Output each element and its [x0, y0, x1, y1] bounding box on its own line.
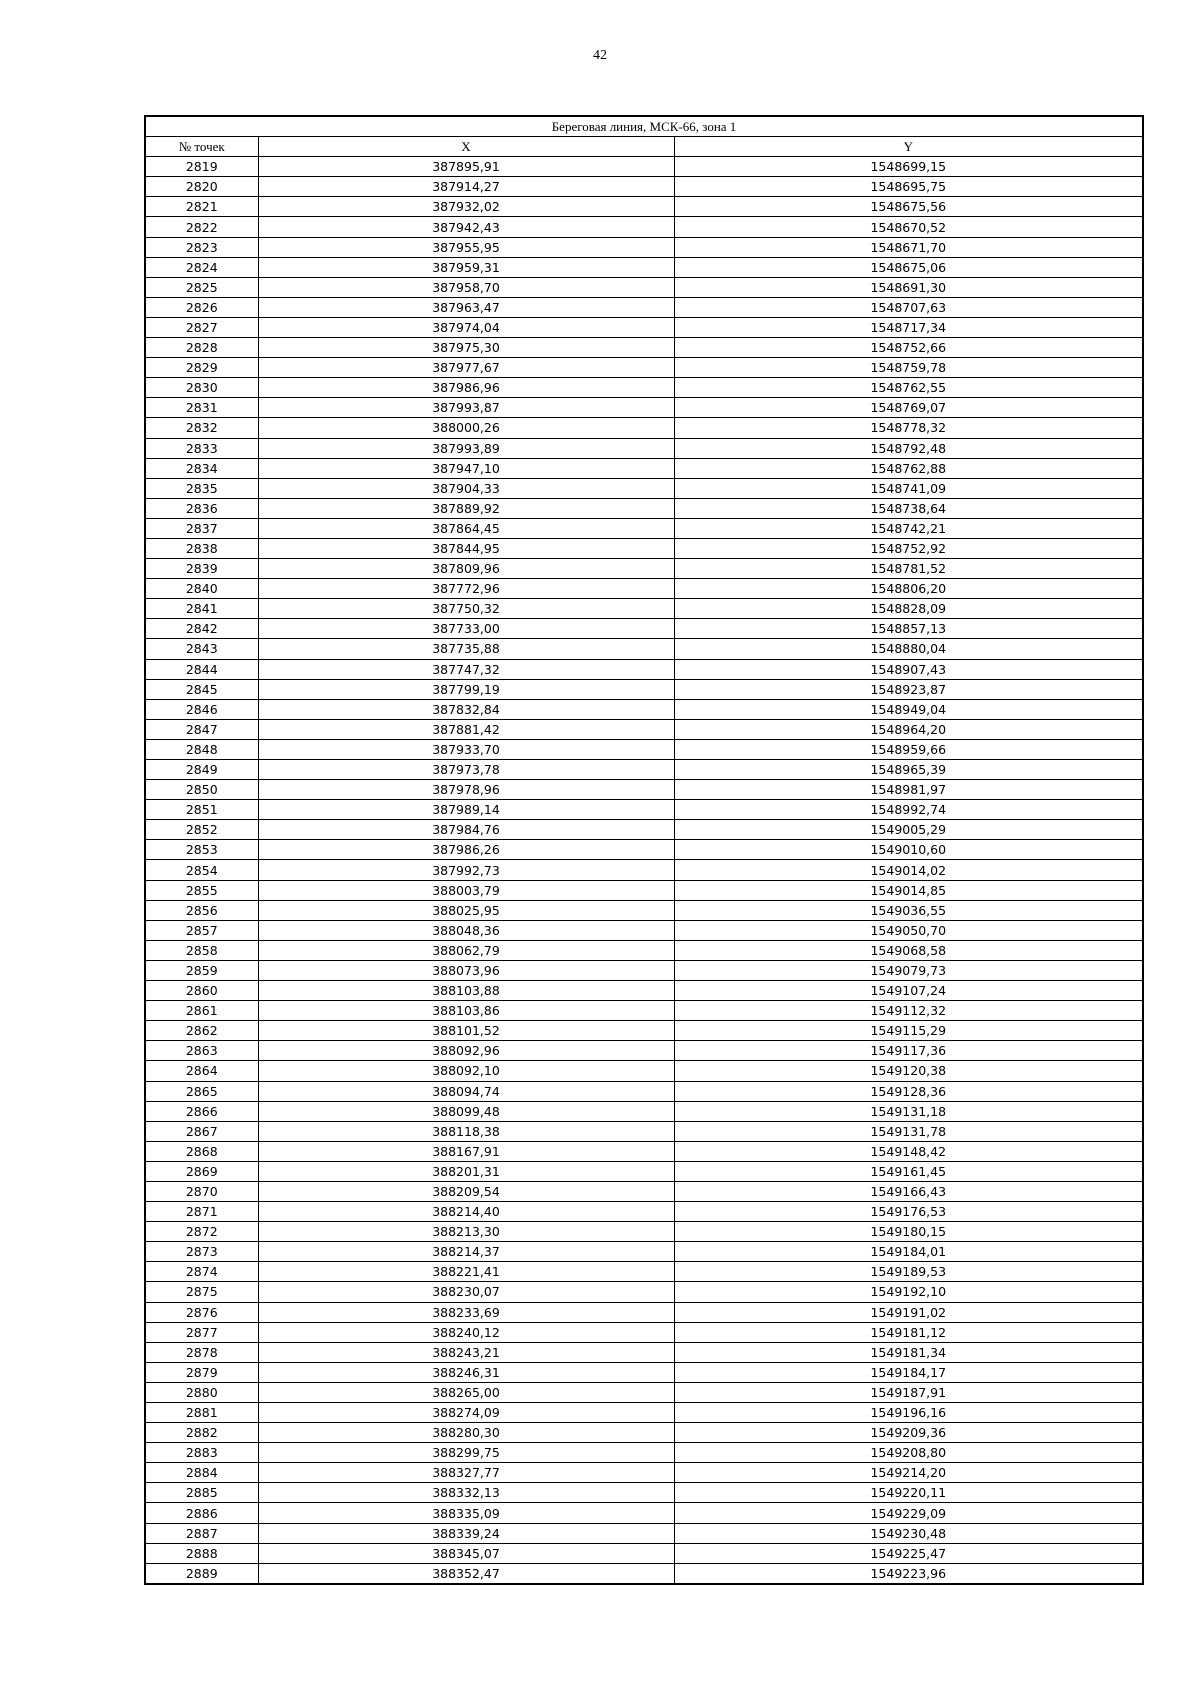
- point-number-cell: 2821: [145, 197, 258, 217]
- y-coordinate-cell: 1549191,02: [674, 1302, 1143, 1322]
- table-row: [145, 197, 1143, 217]
- x-coordinate-cell: 388213,30: [258, 1222, 674, 1242]
- table-row: [145, 378, 1143, 398]
- point-number-cell: 2859: [145, 960, 258, 980]
- table-row: [145, 960, 1143, 980]
- y-coordinate-cell: 1548907,43: [674, 659, 1143, 679]
- table-row: [145, 1282, 1143, 1302]
- table-row: [145, 780, 1143, 800]
- x-coordinate-cell: 388103,86: [258, 1001, 674, 1021]
- y-coordinate-cell: 1549161,45: [674, 1161, 1143, 1181]
- x-coordinate-cell: 387986,26: [258, 840, 674, 860]
- point-number-cell: 2854: [145, 860, 258, 880]
- point-number-cell: 2855: [145, 880, 258, 900]
- point-number-cell: 2834: [145, 458, 258, 478]
- x-coordinate-cell: 387735,88: [258, 639, 674, 659]
- x-coordinate-cell: 388062,79: [258, 940, 674, 960]
- point-number-cell: 2869: [145, 1161, 258, 1181]
- x-coordinate-cell: 387844,95: [258, 538, 674, 558]
- y-coordinate-cell: 1548691,30: [674, 277, 1143, 297]
- table-row: [145, 900, 1143, 920]
- y-coordinate-cell: 1548752,66: [674, 338, 1143, 358]
- y-coordinate-cell: 1548759,78: [674, 358, 1143, 378]
- x-coordinate-cell: 387986,96: [258, 378, 674, 398]
- table-row: [145, 1443, 1143, 1463]
- point-number-cell: 2842: [145, 619, 258, 639]
- table-row: [145, 1463, 1143, 1483]
- point-number-cell: 2844: [145, 659, 258, 679]
- header-y: Y: [674, 137, 1143, 157]
- x-coordinate-cell: 387799,19: [258, 679, 674, 699]
- y-coordinate-cell: 1549131,78: [674, 1121, 1143, 1141]
- x-coordinate-cell: 388201,31: [258, 1161, 674, 1181]
- point-number-cell: 2843: [145, 639, 258, 659]
- y-coordinate-cell: 1549223,96: [674, 1563, 1143, 1584]
- point-number-cell: 2886: [145, 1503, 258, 1523]
- y-coordinate-cell: 1548675,56: [674, 197, 1143, 217]
- table-row: [145, 237, 1143, 257]
- x-coordinate-cell: 388265,00: [258, 1382, 674, 1402]
- table-row: [145, 1021, 1143, 1041]
- table-row: [145, 1161, 1143, 1181]
- y-coordinate-cell: 1549229,09: [674, 1503, 1143, 1523]
- y-coordinate-cell: 1549176,53: [674, 1202, 1143, 1222]
- point-number-cell: 2876: [145, 1302, 258, 1322]
- x-coordinate-cell: 387973,78: [258, 760, 674, 780]
- table-row: [145, 1101, 1143, 1121]
- table-row: [145, 358, 1143, 378]
- x-coordinate-cell: 388233,69: [258, 1302, 674, 1322]
- y-coordinate-cell: 1549180,15: [674, 1222, 1143, 1242]
- point-number-cell: 2881: [145, 1403, 258, 1423]
- x-coordinate-cell: 388230,07: [258, 1282, 674, 1302]
- y-coordinate-cell: 1549131,18: [674, 1101, 1143, 1121]
- y-coordinate-cell: 1549036,55: [674, 900, 1143, 920]
- x-coordinate-cell: 388246,31: [258, 1362, 674, 1382]
- table-title: Береговая линия, МСК-66, зона 1: [145, 116, 1143, 137]
- x-coordinate-cell: 387750,32: [258, 599, 674, 619]
- table-row: [145, 860, 1143, 880]
- point-number-cell: 2833: [145, 438, 258, 458]
- table-row: [145, 679, 1143, 699]
- x-coordinate-cell: 387959,31: [258, 257, 674, 277]
- point-number-cell: 2848: [145, 739, 258, 759]
- x-coordinate-cell: 388339,24: [258, 1523, 674, 1543]
- point-number-cell: 2839: [145, 559, 258, 579]
- point-number-cell: 2832: [145, 418, 258, 438]
- point-number-cell: 2875: [145, 1282, 258, 1302]
- x-coordinate-cell: 387993,89: [258, 438, 674, 458]
- point-number-cell: 2874: [145, 1262, 258, 1282]
- point-number-cell: 2884: [145, 1463, 258, 1483]
- x-coordinate-cell: 388345,07: [258, 1543, 674, 1563]
- point-number-cell: 2825: [145, 277, 258, 297]
- x-coordinate-cell: 387989,14: [258, 800, 674, 820]
- x-coordinate-cell: 387889,92: [258, 498, 674, 518]
- x-coordinate-cell: 388274,09: [258, 1403, 674, 1423]
- point-number-cell: 2866: [145, 1101, 258, 1121]
- x-coordinate-cell: 387864,45: [258, 518, 674, 538]
- table-row: [145, 1121, 1143, 1141]
- x-coordinate-cell: 388101,52: [258, 1021, 674, 1041]
- table-row: [145, 1242, 1143, 1262]
- table-row: [145, 760, 1143, 780]
- table-row: [145, 1523, 1143, 1543]
- y-coordinate-cell: 1549230,48: [674, 1523, 1143, 1543]
- y-coordinate-cell: 1548699,15: [674, 157, 1143, 177]
- y-coordinate-cell: 1548695,75: [674, 177, 1143, 197]
- y-coordinate-cell: 1549107,24: [674, 981, 1143, 1001]
- x-coordinate-cell: 387933,70: [258, 739, 674, 759]
- x-coordinate-cell: 387974,04: [258, 317, 674, 337]
- table-row: [145, 1503, 1143, 1523]
- y-coordinate-cell: 1549184,01: [674, 1242, 1143, 1262]
- x-coordinate-cell: 387977,67: [258, 358, 674, 378]
- x-coordinate-cell: 388118,38: [258, 1121, 674, 1141]
- table-row: [145, 1403, 1143, 1423]
- y-coordinate-cell: 1548880,04: [674, 639, 1143, 659]
- table-header-row: [145, 137, 1143, 157]
- table-row: [145, 1081, 1143, 1101]
- y-coordinate-cell: 1549005,29: [674, 820, 1143, 840]
- x-coordinate-cell: 388048,36: [258, 920, 674, 940]
- y-coordinate-cell: 1548806,20: [674, 579, 1143, 599]
- table-row: [145, 1061, 1143, 1081]
- table-row: [145, 940, 1143, 960]
- y-coordinate-cell: 1549014,85: [674, 880, 1143, 900]
- y-coordinate-cell: 1549209,36: [674, 1423, 1143, 1443]
- point-number-cell: 2880: [145, 1382, 258, 1402]
- y-coordinate-cell: 1548717,34: [674, 317, 1143, 337]
- table-row: [145, 1543, 1143, 1563]
- y-coordinate-cell: 1548949,04: [674, 699, 1143, 719]
- table-row: [145, 1262, 1143, 1282]
- y-coordinate-cell: 1549220,11: [674, 1483, 1143, 1503]
- point-number-cell: 2845: [145, 679, 258, 699]
- y-coordinate-cell: 1549050,70: [674, 920, 1143, 940]
- y-coordinate-cell: 1548959,66: [674, 739, 1143, 759]
- x-coordinate-cell: 388003,79: [258, 880, 674, 900]
- x-coordinate-cell: 388025,95: [258, 900, 674, 920]
- y-coordinate-cell: 1549014,02: [674, 860, 1143, 880]
- point-number-cell: 2850: [145, 780, 258, 800]
- point-number-cell: 2847: [145, 719, 258, 739]
- table-row: [145, 659, 1143, 679]
- y-coordinate-cell: 1548762,55: [674, 378, 1143, 398]
- point-number-cell: 2883: [145, 1443, 258, 1463]
- page-number: 42: [593, 48, 607, 63]
- y-coordinate-cell: 1548738,64: [674, 498, 1143, 518]
- y-coordinate-cell: 1548707,63: [674, 297, 1143, 317]
- point-number-cell: 2865: [145, 1081, 258, 1101]
- table-row: [145, 1342, 1143, 1362]
- point-number-cell: 2830: [145, 378, 258, 398]
- y-coordinate-cell: 1549225,47: [674, 1543, 1143, 1563]
- x-coordinate-cell: 387904,33: [258, 478, 674, 498]
- point-number-cell: 2858: [145, 940, 258, 960]
- x-coordinate-cell: 387772,96: [258, 579, 674, 599]
- x-coordinate-cell: 388221,41: [258, 1262, 674, 1282]
- table-row: [145, 418, 1143, 438]
- point-number-cell: 2879: [145, 1362, 258, 1382]
- x-coordinate-cell: 388280,30: [258, 1423, 674, 1443]
- x-coordinate-cell: 387747,32: [258, 659, 674, 679]
- coordinates-table: [144, 115, 1144, 1585]
- y-coordinate-cell: 1548769,07: [674, 398, 1143, 418]
- point-number-cell: 2856: [145, 900, 258, 920]
- y-coordinate-cell: 1549128,36: [674, 1081, 1143, 1101]
- point-number-cell: 2824: [145, 257, 258, 277]
- x-coordinate-cell: 388073,96: [258, 960, 674, 980]
- table-title-row: [145, 116, 1143, 137]
- table-row: [145, 157, 1143, 177]
- x-coordinate-cell: 388099,48: [258, 1101, 674, 1121]
- point-number-cell: 2867: [145, 1121, 258, 1141]
- point-number-cell: 2851: [145, 800, 258, 820]
- y-coordinate-cell: 1548964,20: [674, 719, 1143, 739]
- table-row: [145, 398, 1143, 418]
- point-number-cell: 2873: [145, 1242, 258, 1262]
- y-coordinate-cell: 1548675,06: [674, 257, 1143, 277]
- table-row: [145, 880, 1143, 900]
- x-coordinate-cell: 388240,12: [258, 1322, 674, 1342]
- table-row: [145, 257, 1143, 277]
- table-row: [145, 1141, 1143, 1161]
- table-row: [145, 1483, 1143, 1503]
- point-number-cell: 2849: [145, 760, 258, 780]
- y-coordinate-cell: 1549115,29: [674, 1021, 1143, 1041]
- y-coordinate-cell: 1548762,88: [674, 458, 1143, 478]
- table-row: [145, 277, 1143, 297]
- y-coordinate-cell: 1549166,43: [674, 1181, 1143, 1201]
- point-number-cell: 2827: [145, 317, 258, 337]
- table-row: [145, 538, 1143, 558]
- point-number-cell: 2888: [145, 1543, 258, 1563]
- point-number-cell: 2871: [145, 1202, 258, 1222]
- point-number-cell: 2835: [145, 478, 258, 498]
- x-coordinate-cell: 387881,42: [258, 719, 674, 739]
- point-number-cell: 2820: [145, 177, 258, 197]
- x-coordinate-cell: 388214,37: [258, 1242, 674, 1262]
- point-number-cell: 2841: [145, 599, 258, 619]
- y-coordinate-cell: 1549181,12: [674, 1322, 1143, 1342]
- y-coordinate-cell: 1548792,48: [674, 438, 1143, 458]
- y-coordinate-cell: 1548671,70: [674, 237, 1143, 257]
- y-coordinate-cell: 1549181,34: [674, 1342, 1143, 1362]
- table-row: [145, 920, 1143, 940]
- x-coordinate-cell: 387958,70: [258, 277, 674, 297]
- x-coordinate-cell: 387993,87: [258, 398, 674, 418]
- y-coordinate-cell: 1548992,74: [674, 800, 1143, 820]
- table-body: [145, 157, 1143, 1584]
- point-number-cell: 2829: [145, 358, 258, 378]
- point-number-cell: 2853: [145, 840, 258, 860]
- x-coordinate-cell: 387955,95: [258, 237, 674, 257]
- table-row: [145, 699, 1143, 719]
- point-number-cell: 2863: [145, 1041, 258, 1061]
- table-row: [145, 1302, 1143, 1322]
- y-coordinate-cell: 1548670,52: [674, 217, 1143, 237]
- table-row: [145, 498, 1143, 518]
- y-coordinate-cell: 1549120,38: [674, 1061, 1143, 1081]
- point-number-cell: 2857: [145, 920, 258, 940]
- x-coordinate-cell: 388352,47: [258, 1563, 674, 1584]
- table-row: [145, 800, 1143, 820]
- point-number-cell: 2836: [145, 498, 258, 518]
- table-row: [145, 739, 1143, 759]
- table-row: [145, 981, 1143, 1001]
- y-coordinate-cell: 1548923,87: [674, 679, 1143, 699]
- y-coordinate-cell: 1549187,91: [674, 1382, 1143, 1402]
- table-row: [145, 1041, 1143, 1061]
- point-number-cell: 2861: [145, 1001, 258, 1021]
- header-x: X: [258, 137, 674, 157]
- x-coordinate-cell: 387832,84: [258, 699, 674, 719]
- table-row: [145, 1563, 1143, 1584]
- table-row: [145, 177, 1143, 197]
- point-number-cell: 2862: [145, 1021, 258, 1041]
- table-row: [145, 317, 1143, 337]
- table-row: [145, 438, 1143, 458]
- table-row: [145, 217, 1143, 237]
- x-coordinate-cell: 387942,43: [258, 217, 674, 237]
- x-coordinate-cell: 388335,09: [258, 1503, 674, 1523]
- point-number-cell: 2823: [145, 237, 258, 257]
- point-number-cell: 2889: [145, 1563, 258, 1584]
- header-point-number: № точек: [145, 137, 258, 157]
- point-number-cell: 2846: [145, 699, 258, 719]
- point-number-cell: 2868: [145, 1141, 258, 1161]
- y-coordinate-cell: 1548741,09: [674, 478, 1143, 498]
- x-coordinate-cell: 388167,91: [258, 1141, 674, 1161]
- x-coordinate-cell: 388327,77: [258, 1463, 674, 1483]
- x-coordinate-cell: 387895,91: [258, 157, 674, 177]
- table-row: [145, 1423, 1143, 1443]
- point-number-cell: 2837: [145, 518, 258, 538]
- y-coordinate-cell: 1548965,39: [674, 760, 1143, 780]
- table-row: [145, 338, 1143, 358]
- y-coordinate-cell: 1548781,52: [674, 559, 1143, 579]
- y-coordinate-cell: 1549189,53: [674, 1262, 1143, 1282]
- point-number-cell: 2840: [145, 579, 258, 599]
- point-number-cell: 2864: [145, 1061, 258, 1081]
- y-coordinate-cell: 1549112,32: [674, 1001, 1143, 1021]
- point-number-cell: 2882: [145, 1423, 258, 1443]
- table-row: [145, 478, 1143, 498]
- x-coordinate-cell: 387809,96: [258, 559, 674, 579]
- point-number-cell: 2838: [145, 538, 258, 558]
- table-row: [145, 619, 1143, 639]
- y-coordinate-cell: 1549192,10: [674, 1282, 1143, 1302]
- point-number-cell: 2831: [145, 398, 258, 418]
- x-coordinate-cell: 388103,88: [258, 981, 674, 1001]
- x-coordinate-cell: 388094,74: [258, 1081, 674, 1101]
- x-coordinate-cell: 387975,30: [258, 338, 674, 358]
- table-row: [145, 1382, 1143, 1402]
- y-coordinate-cell: 1548742,21: [674, 518, 1143, 538]
- table-row: [145, 1222, 1143, 1242]
- point-number-cell: 2819: [145, 157, 258, 177]
- table-row: [145, 1202, 1143, 1222]
- table-row: [145, 820, 1143, 840]
- x-coordinate-cell: 387992,73: [258, 860, 674, 880]
- point-number-cell: 2870: [145, 1181, 258, 1201]
- y-coordinate-cell: 1548828,09: [674, 599, 1143, 619]
- x-coordinate-cell: 388299,75: [258, 1443, 674, 1463]
- table-row: [145, 840, 1143, 860]
- y-coordinate-cell: 1549184,17: [674, 1362, 1143, 1382]
- point-number-cell: 2887: [145, 1523, 258, 1543]
- x-coordinate-cell: 387984,76: [258, 820, 674, 840]
- y-coordinate-cell: 1548857,13: [674, 619, 1143, 639]
- table-row: [145, 297, 1143, 317]
- x-coordinate-cell: 387932,02: [258, 197, 674, 217]
- x-coordinate-cell: 387978,96: [258, 780, 674, 800]
- table-row: [145, 639, 1143, 659]
- y-coordinate-cell: 1548752,92: [674, 538, 1143, 558]
- x-coordinate-cell: 387963,47: [258, 297, 674, 317]
- table-row: [145, 518, 1143, 538]
- point-number-cell: 2828: [145, 338, 258, 358]
- table-row: [145, 1001, 1143, 1021]
- table-row: [145, 1181, 1143, 1201]
- table-row: [145, 1322, 1143, 1342]
- point-number-cell: 2878: [145, 1342, 258, 1362]
- point-number-cell: 2860: [145, 981, 258, 1001]
- y-coordinate-cell: 1549148,42: [674, 1141, 1143, 1161]
- table-row: [145, 559, 1143, 579]
- x-coordinate-cell: 388214,40: [258, 1202, 674, 1222]
- point-number-cell: 2885: [145, 1483, 258, 1503]
- y-coordinate-cell: 1549117,36: [674, 1041, 1143, 1061]
- table-row: [145, 579, 1143, 599]
- x-coordinate-cell: 387947,10: [258, 458, 674, 478]
- point-number-cell: 2826: [145, 297, 258, 317]
- table-row: [145, 1362, 1143, 1382]
- y-coordinate-cell: 1548981,97: [674, 780, 1143, 800]
- table-row: [145, 458, 1143, 478]
- y-coordinate-cell: 1549010,60: [674, 840, 1143, 860]
- x-coordinate-cell: 388243,21: [258, 1342, 674, 1362]
- point-number-cell: 2877: [145, 1322, 258, 1342]
- y-coordinate-cell: 1548778,32: [674, 418, 1143, 438]
- x-coordinate-cell: 388332,13: [258, 1483, 674, 1503]
- point-number-cell: 2852: [145, 820, 258, 840]
- y-coordinate-cell: 1549068,58: [674, 940, 1143, 960]
- x-coordinate-cell: 387733,00: [258, 619, 674, 639]
- point-number-cell: 2872: [145, 1222, 258, 1242]
- y-coordinate-cell: 1549079,73: [674, 960, 1143, 980]
- y-coordinate-cell: 1549214,20: [674, 1463, 1143, 1483]
- x-coordinate-cell: 388000,26: [258, 418, 674, 438]
- y-coordinate-cell: 1549196,16: [674, 1403, 1143, 1423]
- y-coordinate-cell: 1549208,80: [674, 1443, 1143, 1463]
- x-coordinate-cell: 388092,10: [258, 1061, 674, 1081]
- x-coordinate-cell: 387914,27: [258, 177, 674, 197]
- table-row: [145, 599, 1143, 619]
- point-number-cell: 2822: [145, 217, 258, 237]
- table-row: [145, 719, 1143, 739]
- x-coordinate-cell: 388092,96: [258, 1041, 674, 1061]
- x-coordinate-cell: 388209,54: [258, 1181, 674, 1201]
